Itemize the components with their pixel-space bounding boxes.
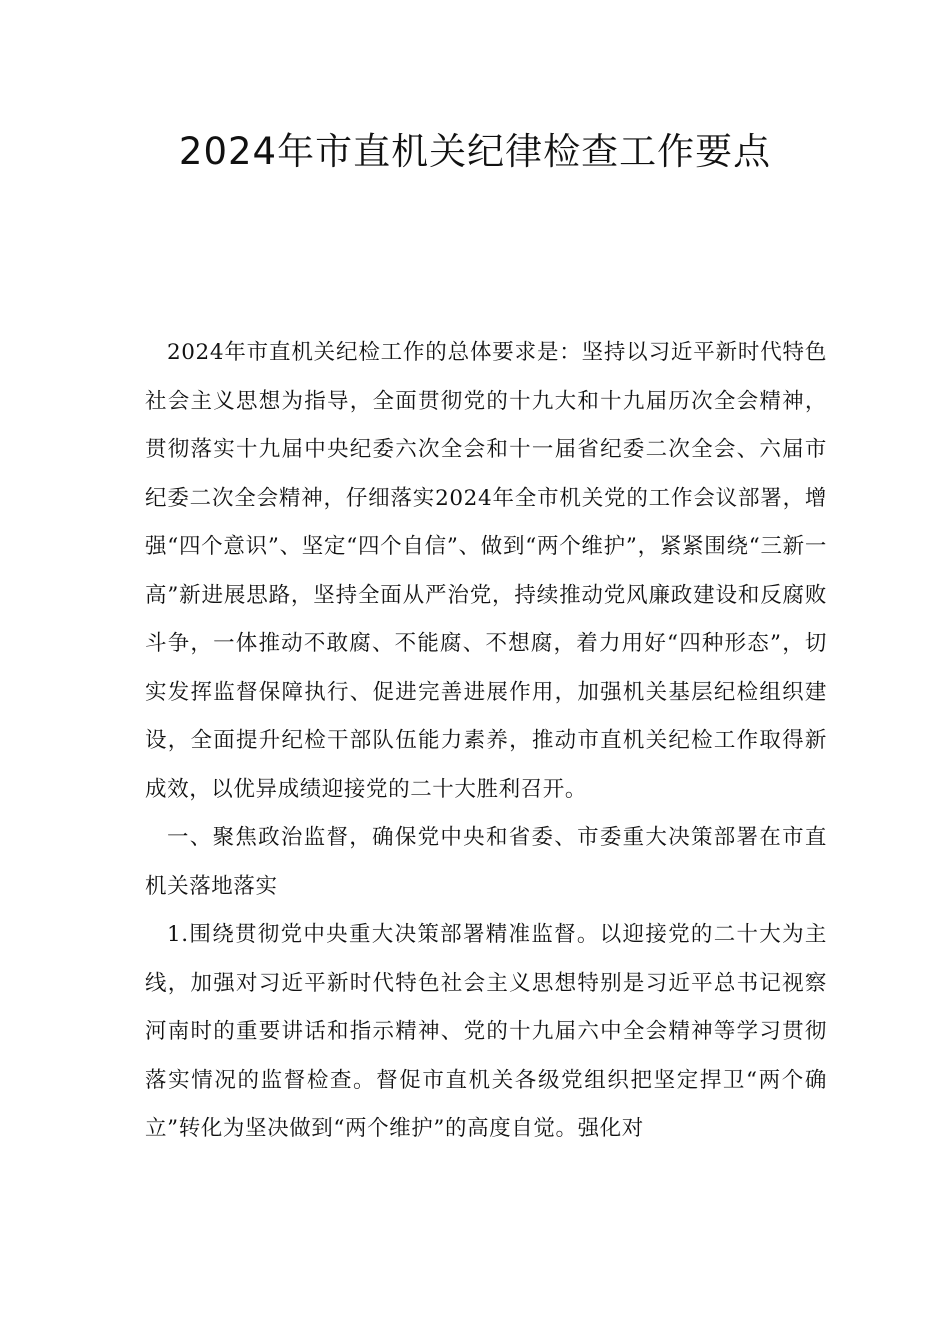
paragraph-item-1: 1.围绕贯彻党中央重大决策部署精准监督。以迎接党的二十大为主线，加强对习近平新时代特色社会主义思想特别是习近平总书记视察河南时的重要讲话和指示精神、党的十九届六中全会精神等学习贯彻落实情况的监督检查。督促市直机关各级党组织把坚定捍卫“两个确立”转化为坚决做到“两个维护”的高度自觉。强化对 — [145, 922, 827, 1141]
document-body — [145, 329, 827, 1154]
document-title: 2024年市直机关纪律检查工作要点 — [178, 130, 772, 173]
paragraph-general-requirements: 2024年市直机关纪检工作的总体要求是：坚持以习近平新时代特色社会主义思想为指导，全面贯彻党的十九大和十九届历次全会精神，贯彻落实十九届中央纪委六次全会和十一届省纪委二次全会、六届市纪委二次全会精神，仔细落实2024年全市机关党的工作会议部署，增强“四个意识”、坚定“四个自信”、做到“两个维护”，紧紧围绕“三新一高”新进展思路，坚持全面从严治党，持续推动党风廉政建设和反腐败斗争，一体推动不敢腐、不能腐、不想腐，着力用好“四种形态”，切实发挥监督保障执行、促进完善进展作用，加强机关基层纪检组织建设，全面提升纪检干部队伍能力素养，推动市直机关纪检工作取得新成效，以优异成绩迎接党的二十大胜利召开。 — [145, 340, 827, 802]
section-heading-political-supervision: 一、聚焦政治监督，确保党中央和省委、市委重大决策部署在市直机关落地落实 — [145, 825, 827, 899]
